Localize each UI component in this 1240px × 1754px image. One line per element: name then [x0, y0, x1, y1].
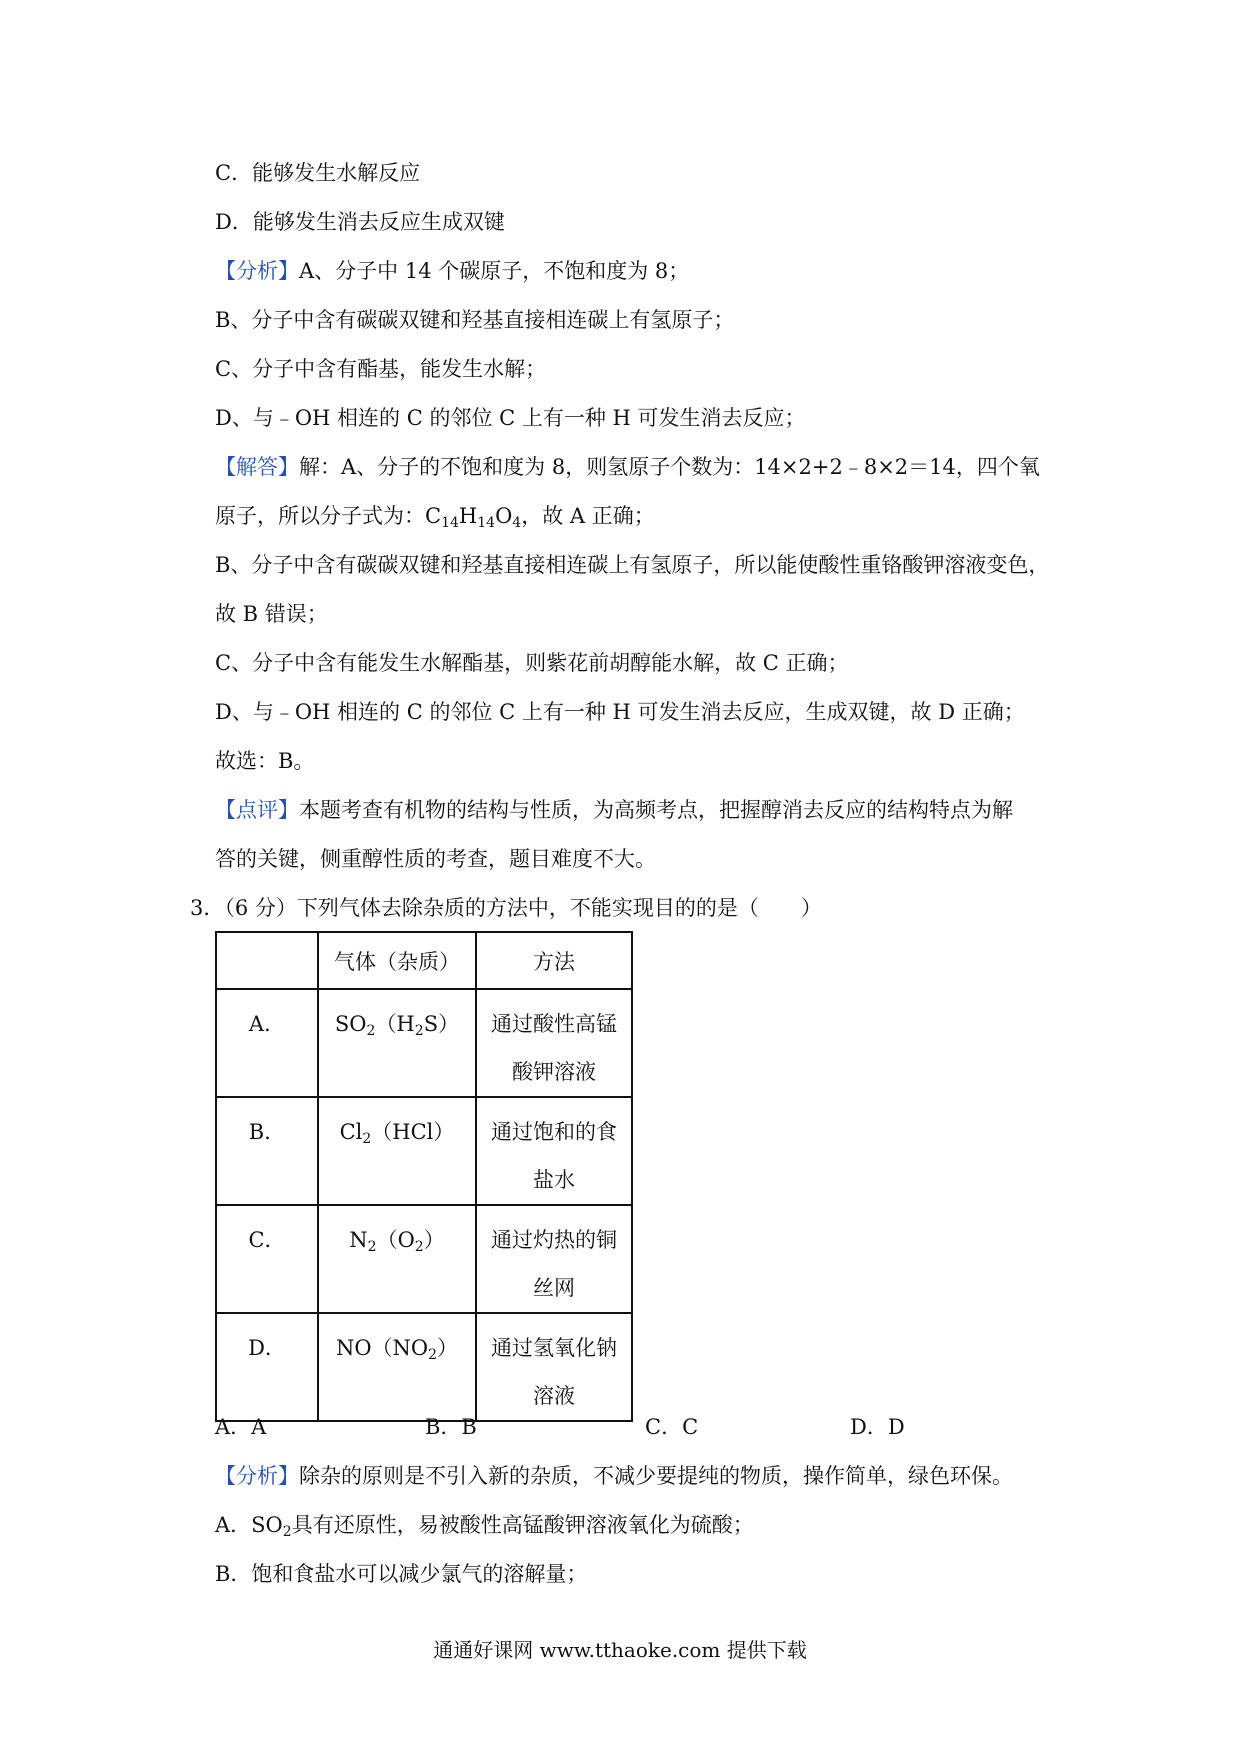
analysis-line-b: B、分子中含有碳碳双键和羟基直接相连碳上有氢原子；	[215, 308, 735, 332]
answer-line-2	[215, 501, 655, 531]
gas-impurity: （H	[375, 1012, 415, 1036]
question-3-table	[215, 931, 633, 1422]
gas-text	[319, 990, 475, 1048]
gas-main: SO	[334, 1012, 367, 1036]
q3-analysis-tag: 【分析】	[215, 1464, 299, 1488]
gas-text	[319, 1314, 475, 1372]
gas-impurity-close: ）	[423, 1228, 445, 1252]
method-cell	[476, 1205, 632, 1313]
row-label	[216, 989, 318, 1097]
answer-1-text: 解：A、分子的不饱和度为 8，则氢原子个数为：14×2+2﹣8×2＝14，四个氧	[299, 455, 1040, 479]
gas-impurity: （NO	[371, 1336, 429, 1360]
subscript: 4	[512, 515, 522, 531]
answer-line-5: C、分子中含有能发生水解酯基，则紫花前胡醇能水解，故 C 正确；	[215, 651, 849, 675]
answer-line-1	[215, 452, 1040, 482]
gas-impurity: （O	[376, 1228, 415, 1252]
answer-line-6: D、与﹣OH 相连的 C 的邻位 C 上有一种 H 可发生消去反应，生成双键，故 D 正确；	[215, 700, 1025, 724]
q3-analysis-line-a	[215, 1510, 754, 1540]
q3-analysis-a-tail: 具有还原性，易被酸性高锰酸钾溶液氧化为硫酸；	[291, 1513, 754, 1537]
subscript: 14	[477, 515, 496, 531]
row-label-text: D．	[248, 1336, 286, 1360]
analysis-tag: 【分析】	[215, 259, 299, 283]
method-line-2: 丝网	[533, 1276, 575, 1300]
table-row	[216, 1313, 632, 1421]
method-line-1: 通过饱和的食	[491, 1120, 617, 1144]
method-line-1: 通过氢氧化钠	[491, 1336, 617, 1360]
method-line-1: 通过灼热的铜	[491, 1228, 617, 1252]
analysis-a-text: A、分子中 14 个碳原子，不饱和度为 8；	[299, 259, 690, 283]
review-line-2: 答的关键，侧重醇性质的考查，题目难度不大。	[215, 847, 656, 871]
q3-analysis-1-text: 除杂的原则是不引入新的杂质，不减少要提纯的物质，操作简单，绿色环保。	[299, 1464, 1013, 1488]
table-header-cell: 方法	[476, 932, 632, 989]
subscript: 2	[428, 1347, 438, 1363]
choice-b: B．B	[425, 1415, 477, 1439]
choice-d: D．D	[850, 1415, 905, 1439]
option-c-line: C．能够发生水解反应	[215, 161, 421, 185]
subscript: 2	[282, 1524, 292, 1540]
gas-cell	[318, 1205, 476, 1313]
q3-analysis-line-1	[215, 1461, 1013, 1491]
answer-tag: 【解答】	[215, 455, 299, 479]
q3-analysis-a-head: A．SO	[215, 1513, 283, 1537]
method-line-2: 酸钾溶液	[512, 1060, 596, 1084]
choice-a: A．A	[215, 1415, 267, 1439]
choice-c: C．C	[645, 1415, 699, 1439]
table-header-row	[216, 932, 632, 989]
method-cell	[476, 989, 632, 1097]
table-row	[216, 1205, 632, 1313]
gas-cell	[318, 989, 476, 1097]
gas-main: N	[349, 1228, 368, 1252]
table-header-cell: 气体（杂质）	[318, 932, 476, 989]
analysis-line-c: C、分子中含有酯基，能发生水解；	[215, 357, 547, 381]
row-label-text: B．	[248, 1120, 286, 1144]
method-line-2: 盐水	[533, 1168, 575, 1192]
q3-analysis-line-b: B．饱和食盐水可以减少氯气的溶解量；	[215, 1562, 588, 1586]
gas-main: NO	[335, 1336, 372, 1360]
subscript: 2	[367, 1239, 377, 1255]
subscript: 14	[441, 515, 459, 531]
answer-2-tail: ，故 A 正确；	[521, 504, 655, 528]
method-text	[477, 1098, 631, 1204]
answer-2-text: 原子，所以分子式为：C	[215, 504, 442, 528]
table-row	[216, 1097, 632, 1205]
method-cell	[476, 1313, 632, 1421]
page-footer: 通通好课网 www.tthaoke.com 提供下载	[433, 1638, 807, 1662]
method-text	[477, 1206, 631, 1312]
review-line-1	[215, 795, 1013, 825]
analysis-line-a	[215, 256, 689, 286]
row-label	[216, 1205, 318, 1313]
gas-text	[319, 1098, 475, 1156]
subscript: 2	[414, 1023, 424, 1039]
review-tag: 【点评】	[215, 798, 299, 822]
method-text	[477, 990, 631, 1096]
gas-cell	[318, 1097, 476, 1205]
answer-line-3: B、分子中含有碳碳双键和羟基直接相连碳上有氢原子，所以能使酸性重铬酸钾溶液变色，	[215, 553, 1050, 577]
row-label-text: C．	[248, 1228, 286, 1252]
method-cell	[476, 1097, 632, 1205]
method-line-1: 通过酸性高锰	[491, 1012, 617, 1036]
review-1-text: 本题考查有机物的结构与性质，为高频考点，把握醇消去反应的结构特点为解	[299, 798, 1013, 822]
analysis-line-d: D、与﹣OH 相连的 C 的邻位 C 上有一种 H 可发生消去反应；	[215, 406, 806, 430]
answer-line-7: 故选：B。	[215, 749, 315, 773]
subscript: 2	[362, 1131, 372, 1147]
question-3-stem: 3．（6 分）下列气体去除杂质的方法中，不能实现目的的是（ ）	[190, 896, 822, 920]
subscript: 2	[414, 1239, 424, 1255]
gas-text	[319, 1206, 475, 1264]
formula-h: H	[458, 504, 478, 528]
gas-main: Cl	[339, 1120, 363, 1144]
formula-o: O	[495, 504, 513, 528]
answer-line-4: 故 B 错误；	[215, 602, 328, 626]
row-label	[216, 1313, 318, 1421]
method-line-2: 溶液	[533, 1384, 575, 1408]
row-label	[216, 1097, 318, 1205]
table-header-cell	[216, 932, 318, 989]
gas-impurity-close: ）	[437, 1336, 459, 1360]
option-d-line: D．能够发生消去反应生成双键	[215, 210, 505, 234]
gas-impurity: （HCl）	[371, 1120, 455, 1144]
table-row	[216, 989, 632, 1097]
subscript: 2	[366, 1023, 376, 1039]
row-label-text: A．	[248, 1012, 286, 1036]
method-text	[477, 1314, 631, 1420]
gas-impurity-close: S）	[423, 1012, 460, 1036]
gas-cell	[318, 1313, 476, 1421]
